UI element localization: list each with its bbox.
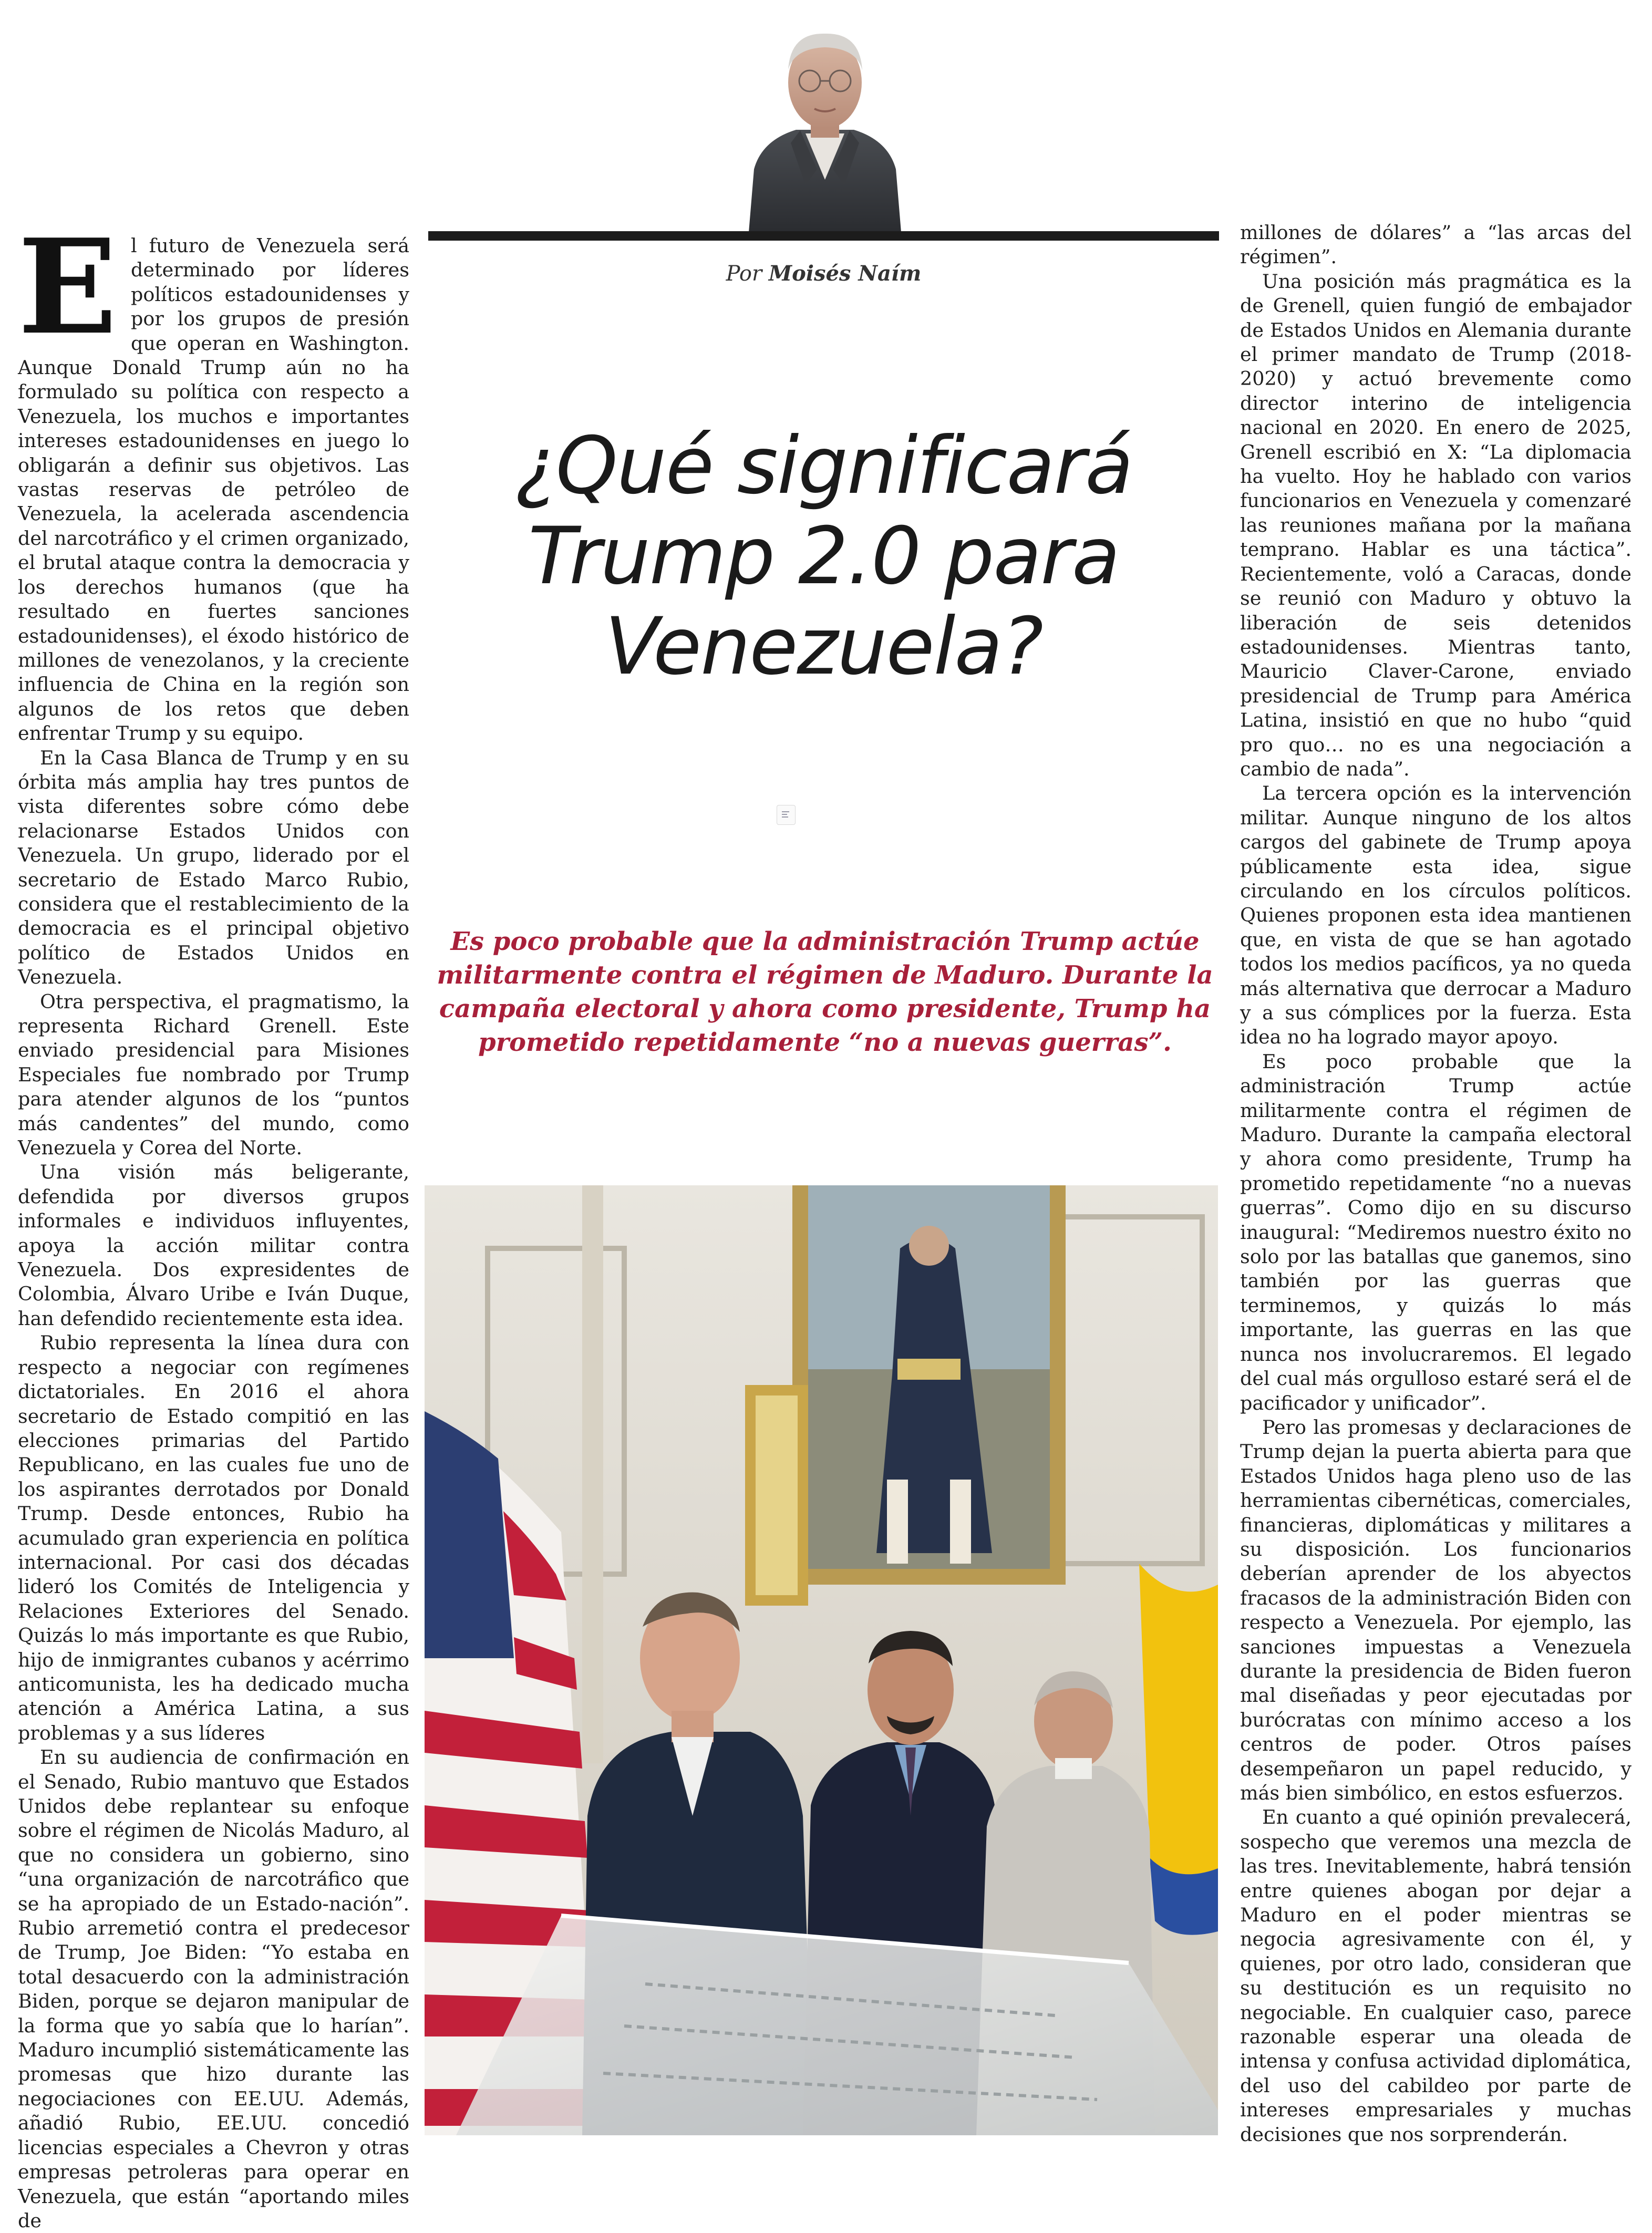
- lead-paragraph-text: l futuro de Venezuela será determinado por líderes políticos estadounidenses y por los grupos de presión que operan en Washington. Aunque Donald Trump aún no ha formulado su política con respecto a Venezuela, los muchos e importantes intereses estadounidenses en juego lo obligarán a definir sus objetivos. Las vastas reservas de petróleo de Venezuela, la acelerada ascendencia del narcotráfico y el crimen organizado, el brutal ataque contra la democracia y los derechos humanos (que ha resultado en fuertes sanciones estadounidenses), el éxodo histórico de millones de venezolanos, y la creciente influencia de China en la región son algunos de los retos que deben enfrentar Trump y su equipo.: [18, 234, 409, 745]
- article-column-right: [1240, 221, 1632, 2147]
- news-photo: [425, 1185, 1218, 2135]
- paragraph: En su audiencia de confirmación en el Senado, Rubio mantuvo que Estados Unidos debe replantear su enfoque sobre el régimen de Nicolás Maduro, al que no considera un gobierno, sino “una organización de narcotráfico que se ha apropiado de un Estado-nación”. Rubio arremetió contra el predecesor de Trump, Joe Biden: “Yo estaba en total desacuerdo con la administración Biden, porque se dejaron manipular de la forma que yo sabía que lo harían”. Maduro incumplió sistemáticamente las promesas que hizo durante las negociaciones con EE.UU. Además, añadió Rubio, EE.UU. concedió licencias especiales a Chevron y otras empresas petroleras para operar en Venezuela, que están “aportando miles de: [18, 1746, 409, 2232]
- paragraph: Una visión más beligerante, defendida por diversos grupos informales e individuos influyentes, apoya la acción militar contra Venezuela. Dos expresidentes de Colombia, Álvaro Uribe e Iván Duque, han defendido recientemente esta idea.: [18, 1161, 409, 1330]
- drop-cap: E: [18, 211, 118, 364]
- paragraph: millones de dólares” a “las arcas del régimen”.: [1240, 221, 1632, 268]
- author-name: Moisés Naím: [768, 261, 922, 286]
- lead-paragraph: [18, 211, 409, 746]
- header-rule: [428, 231, 1219, 241]
- paragraph: Es poco probable que la administración Trump actúe militarmente contra el régimen de Maduro. Durante la campaña electoral y ahora como presidente, Trump ha prometido repetidamente “no a nuevas guerras”. Como dijo en su discurso inaugural: “Mediremos nuestro éxito no solo por las batallas que ganemos, sino también por las guerras que terminemos, y quizás lo más importante, las guerras en las que nunca nos involucraremos. El legado del cual más orgulloso estaré será el de pacificador y unificador”.: [1240, 1050, 1632, 1414]
- author-portrait: [738, 12, 912, 232]
- text-marker-icon: [777, 805, 796, 825]
- paragraph: En la Casa Blanca de Trump y en su órbita más amplia hay tres puntos de vista diferentes sobre cómo debe relacionarse Estados Unidos con Venezuela. Un grupo, liderado por el secretario de Estado Marco Rubio, considera que el restablecimiento de la democracia es el principal objetivo político de Estados Unidos en Venezuela.: [18, 746, 409, 989]
- paragraph: Rubio representa la línea dura con respecto a negociar con regímenes dictatoriales. En 2016 el ahora secretario de Estado compitió en las elecciones primarias del Partido Republicano, en las cuales fue uno de los aspirantes derrotados por Donald Trump. Desde entonces, Rubio ha acumulado gran experiencia en política internacional. Por casi dos décadas lideró los Comités de Inteligencia y Relaciones Exteriores del Senado. Quizás lo más importante es que Rubio, hijo de inmigrantes cubanos y acérrimo anticomunista, les ha dedicado mucha atención a América Latina, a sus problemas y a sus líderes: [18, 1331, 409, 1744]
- paragraph: Otra perspectiva, el pragmatismo, la representa Richard Grenell. Este enviado presidencial para Misiones Especiales fue nombrado por Trump para atender algunos de los “puntos más candentes” del mundo, como Venezuela y Corea del Norte.: [18, 990, 409, 1160]
- byline-prefix: Por: [726, 262, 762, 286]
- paragraph: La tercera opción es la intervención militar. Aunque ninguno de los altos cargos del gabinete de Trump apoya públicamente esta idea, sigue circulando en los círculos políticos. Quienes proponen esta idea mantienen que, en vista de que se han agotado todos los medios pacíficos, ya no queda más alternativa que derrocar a Maduro y a sus cómplices por la fuerza. Esta idea no ha logrado mayor apoyo.: [1240, 782, 1632, 1049]
- paragraph: En cuanto a qué opinión prevalecerá, sospecho que veremos una mezcla de las tres. Inevitablemente, habrá tensión entre quienes abogan por dejar a Maduro en el poder mientras se negocia agresivamente con él, y quienes, por otro lado, consideran que su destitución es un requisito no negociable. En cualquier caso, parece razonable esperar una oleada de intensa y confusa actividad diplomática, del uso del cabildeo por parte de intereses empresariales y muchas decisiones que nos sorprenderán.: [1240, 1806, 1632, 2146]
- article-column-left: [18, 211, 409, 2233]
- byline: [428, 261, 1219, 286]
- pull-quote: Es poco probable que la administración Trump actúe militarmente contra el régimen de Maduro. Durante la campaña electoral y ahora como presidente, Trump ha prometido repetidamente “no a nuevas guerras”.: [437, 927, 1213, 1057]
- headline: ¿Qué significará Trump 2.0 para Venezuela?: [515, 420, 1132, 692]
- paragraph: Una posición más pragmática es la de Grenell, quien fungió de embajador de Estados Unidos en Alemania durante el primer mandato de Trump (2018-2020) y actuó brevemente como director interino de inteligencia nacional en 2020. En enero de 2025, Grenell escribió en X: “La diplomacia ha vuelto. Hoy he hablado con varios funcionarios en Venezuela y comenzaré las reuniones mañana por la mañana temprano. Hablar es una táctica”. Recientemente, voló a Caracas, donde se reunió con Maduro y obtuvo la liberación de seis detenidos estadounidenses. Mientras tanto, Mauricio Claver-Carone, enviado presidencial de Trump para América Latina, insistió en que no hubo “quid pro quo… no es una negociación a cambio de nada”.: [1240, 270, 1632, 780]
- paragraph: Pero las promesas y declaraciones de Trump dejan la puerta abierta para que Estados Unidos haga pleno uso de las herramientas cibernéticas, comerciales, financieras, diplomáticas y militares a su disposición. Los funcionarios deberían aprender de los abyectos fracasos de la administración Biden con respecto a Venezuela. Por ejemplo, las sanciones impuestas a Venezuela durante la presidencia de Biden fueron mal diseñadas y peor ejecutadas por burócratas con mínimo acceso a los centros de poder. Otros países desempeñaron un papel reducido, y más bien simbólico, en estos esfuerzos.: [1240, 1415, 1632, 1804]
